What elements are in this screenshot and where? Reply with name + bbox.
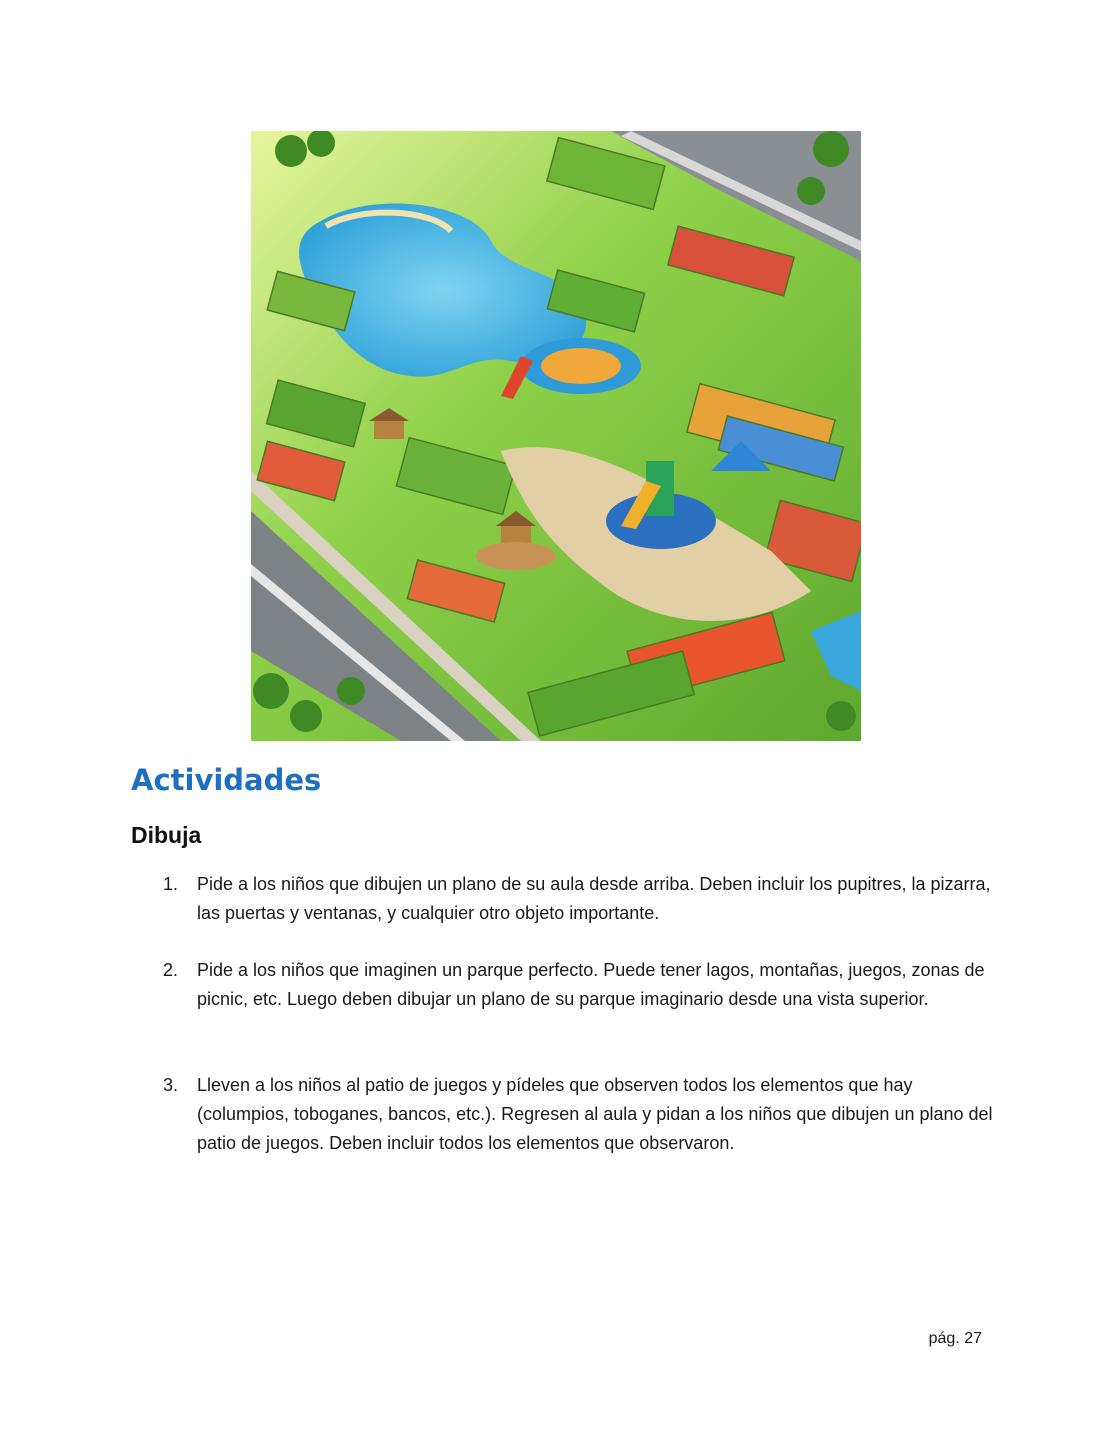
park-illustration-svg — [251, 131, 861, 741]
park-aerial-illustration — [251, 131, 861, 741]
list-item — [163, 1071, 993, 1158]
list-item — [163, 870, 993, 928]
list-item — [163, 956, 993, 1014]
list-item-number: 1. — [163, 874, 179, 894]
list-item-text: Lleven a los niños al patio de juegos y pídeles que observen todos los elementos que hay (columpios, toboganes, bancos, etc.). Regresen al aula y pidan a los niños que dibujen un plano del patio de juegos. Deben incluir todos los elementos que observaron. — [197, 1075, 993, 1153]
list-item-number: 2. — [163, 960, 179, 980]
subsection-heading-dibuja: Dibuja — [131, 822, 202, 848]
section-heading-actividades: Actividades — [131, 763, 322, 797]
list-item-number: 3. — [163, 1075, 179, 1095]
page-number: pág. 27 — [928, 1330, 982, 1347]
list-item-text: Pide a los niños que imaginen un parque perfecto. Puede tener lagos, montañas, juegos, zonas de picnic, etc. Luego deben dibujar un plano de su parque imaginario desde una vista superior. — [197, 960, 985, 1009]
list-item-text: Pide a los niños que dibujen un plano de su aula desde arriba. Deben incluir los pupitres, la pizarra, las puertas y ventanas, y cualquier otro objeto importante. — [197, 874, 991, 923]
activity-list — [163, 870, 993, 1158]
